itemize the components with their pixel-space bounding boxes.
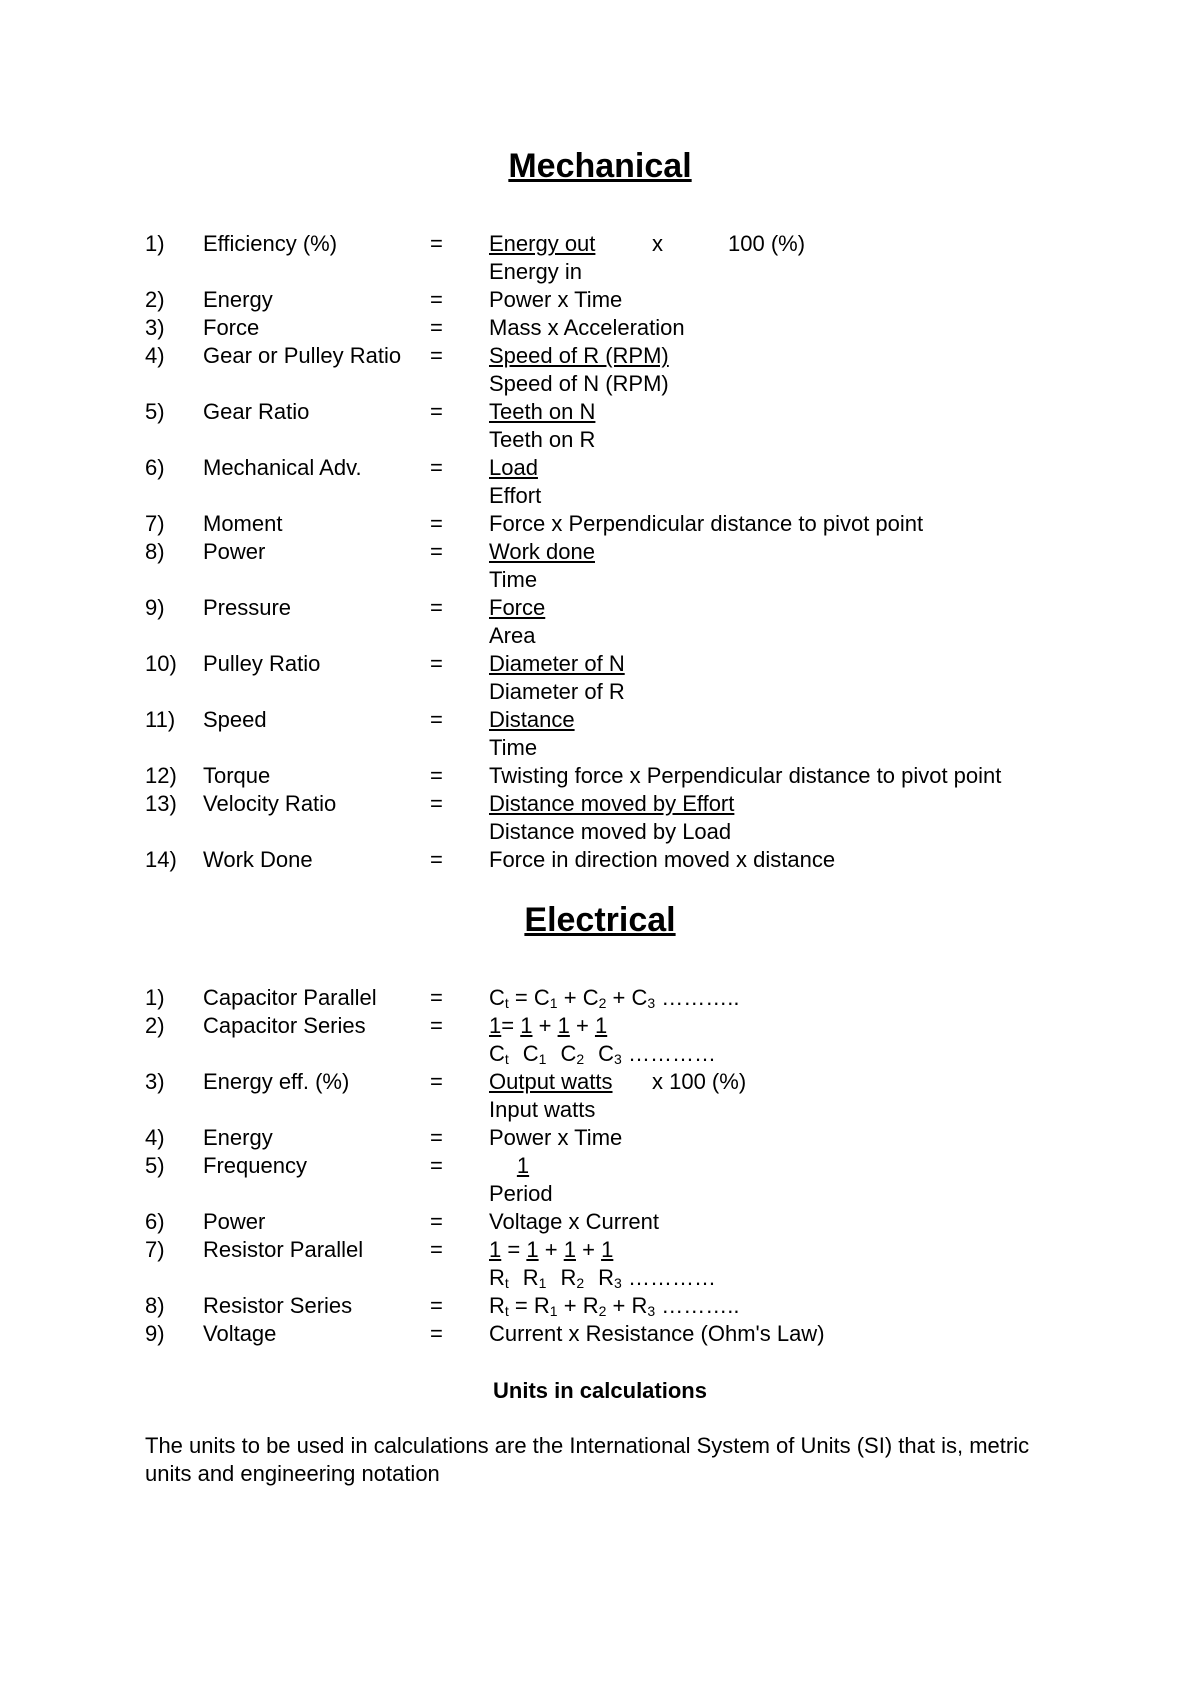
item-label: Mechanical Adv. — [203, 455, 362, 480]
item-number: 9) — [145, 1321, 165, 1346]
item-label: Gear or Pulley Ratio — [203, 343, 402, 368]
mech-row-11 — [0, 706, 1200, 734]
mech-row-9-denominator — [0, 622, 1200, 650]
item-number: 8) — [145, 539, 165, 564]
electrical-heading: Electrical — [524, 901, 676, 939]
item-number: 11) — [145, 707, 176, 732]
elec-row-1 — [0, 984, 1200, 1012]
item-number: 8) — [145, 1293, 165, 1318]
formula-numerator: Load — [489, 455, 538, 480]
item-number: 3) — [145, 1069, 165, 1094]
mech-row-9 — [0, 594, 1200, 622]
mech-row-5-denominator — [0, 426, 1200, 454]
item-number: 4) — [145, 343, 165, 368]
equals-sign: = — [430, 763, 443, 788]
equals-sign: = — [430, 1321, 443, 1346]
mech-row-13 — [0, 790, 1200, 818]
equals-sign: = — [430, 791, 443, 816]
item-number: 9) — [145, 595, 165, 620]
formula-numerator: Distance — [489, 707, 575, 732]
elec-row-6 — [0, 1208, 1200, 1236]
formula-denominator: Area — [489, 623, 536, 648]
elec-row-3-denominator — [0, 1096, 1200, 1124]
mech-row-11-denominator — [0, 734, 1200, 762]
mech-row-10 — [0, 650, 1200, 678]
item-label: Torque — [203, 763, 271, 788]
formula-numerator: Teeth on N — [489, 399, 596, 424]
item-label: Energy — [203, 287, 273, 312]
item-label: Capacitor Series — [203, 1013, 366, 1038]
formula-numerator: Speed of R (RPM) — [489, 343, 669, 368]
item-number: 5) — [145, 399, 165, 424]
formula-denominator: Effort — [489, 483, 542, 508]
units-paragraph: The units to be used in calculations are the International System of Units (SI) that is, metric units and engineering notation — [145, 1433, 1030, 1486]
mech-row-14 — [0, 846, 1200, 874]
equals-sign: = — [430, 315, 443, 340]
equals-sign: = — [430, 231, 443, 256]
item-label: Work Done — [203, 847, 313, 872]
item-number: 3) — [145, 315, 165, 340]
item-number: 1) — [145, 985, 165, 1010]
capacitor-series-denominators: $C_t$ $C_1$ $C_2$ $C_3$ ………… — [489, 1041, 716, 1067]
item-number: 7) — [145, 1237, 165, 1262]
item-number: 1) — [145, 231, 165, 256]
formula-denominator: Energy in — [489, 259, 582, 284]
equals-sign: = — [430, 511, 443, 536]
mechanical-heading: Mechanical — [508, 147, 692, 185]
item-label: Gear Ratio — [203, 399, 310, 424]
elec-row-5-denominator — [0, 1180, 1200, 1208]
mech-row-12 — [0, 762, 1200, 790]
equals-sign: = — [430, 399, 443, 424]
elec-row-4 — [0, 1124, 1200, 1152]
formula-value: Power x Time — [489, 1125, 623, 1150]
item-label: Energy eff. (%) — [203, 1069, 350, 1094]
formula-denominator: Time — [489, 567, 538, 592]
elec-row-5 — [0, 1152, 1200, 1180]
equals-sign: = — [430, 651, 443, 676]
item-label: Voltage — [203, 1321, 277, 1346]
resistor-parallel-numerators: 1 = 1 + 1 + 1 — [489, 1237, 614, 1262]
formula-numerator: Output watts — [489, 1069, 613, 1094]
formula-denominator: Input watts — [489, 1097, 596, 1122]
mech-row-8 — [0, 538, 1200, 566]
item-number: 4) — [145, 1125, 165, 1150]
mech-row-3 — [0, 314, 1200, 342]
elec-row-2 — [0, 1012, 1200, 1040]
equals-sign: = — [430, 985, 443, 1010]
elec-row-3 — [0, 1068, 1200, 1096]
elec-row-9 — [0, 1320, 1200, 1348]
mech-row-6-denominator — [0, 482, 1200, 510]
formula-value: Force x Perpendicular distance to pivot point — [489, 511, 924, 536]
item-label: Force — [203, 315, 260, 340]
mech-row-4-denominator — [0, 370, 1200, 398]
capacitor-series-numerators: 1= 1 + 1 + 1 — [489, 1013, 608, 1038]
item-number: 5) — [145, 1153, 165, 1178]
item-label: Resistor Series — [203, 1293, 353, 1318]
formula-numerator: Work done — [489, 539, 595, 564]
equals-sign: = — [430, 1013, 443, 1038]
mech-row-10-denominator — [0, 678, 1200, 706]
equals-sign: = — [430, 847, 443, 872]
formula-denominator: Teeth on R — [489, 427, 596, 452]
times-factor: x 100 (%) — [652, 1069, 747, 1094]
equals-sign: = — [430, 455, 443, 480]
formula-numerator: Energy out — [489, 231, 596, 256]
formula-value: Force in direction moved x distance — [489, 847, 836, 872]
elec-row-7-denominator — [0, 1264, 1200, 1292]
mech-row-7 — [0, 510, 1200, 538]
item-label: Moment — [203, 511, 283, 536]
equals-sign: = — [430, 1293, 443, 1318]
equals-sign: = — [430, 707, 443, 732]
mech-row-13-denominator — [0, 818, 1200, 846]
item-label: Resistor Parallel — [203, 1237, 364, 1262]
mech-row-6 — [0, 454, 1200, 482]
equals-sign: = — [430, 1069, 443, 1094]
item-label: Energy — [203, 1125, 273, 1150]
elec-row-7 — [0, 1236, 1200, 1264]
units-heading: Units in calculations — [493, 1378, 707, 1403]
formula-denominator: Diameter of R — [489, 679, 625, 704]
mech-row-8-denominator — [0, 566, 1200, 594]
equals-sign: = — [430, 1237, 443, 1262]
item-number: 6) — [145, 1209, 165, 1234]
mech-row-4 — [0, 342, 1200, 370]
equals-sign: = — [430, 1209, 443, 1234]
item-label: Capacitor Parallel — [203, 985, 377, 1010]
capacitor-parallel-formula: $C_t = C_1 + C_2 + C_3$ ……….. — [489, 985, 740, 1011]
resistor-series-formula: $R_t = R_1 + R_2 + R_3$ ……….. — [489, 1293, 740, 1319]
equals-sign: = — [430, 539, 443, 564]
formula-denominator: Speed of N (RPM) — [489, 371, 669, 396]
mech-row-2 — [0, 286, 1200, 314]
item-number: 10) — [145, 651, 177, 676]
item-label: Speed — [203, 707, 267, 732]
formula-value: Power x Time — [489, 287, 623, 312]
item-label: Power — [203, 1209, 266, 1234]
item-number: 12) — [145, 763, 177, 788]
formula-value: Mass x Acceleration — [489, 315, 685, 340]
formula-value: Voltage x Current — [489, 1209, 659, 1234]
equals-sign: = — [430, 1125, 443, 1150]
formula-denominator: Time — [489, 735, 538, 760]
item-number: 2) — [145, 287, 165, 312]
formula-numerator: Distance moved by Effort — [489, 791, 735, 816]
item-label: Velocity Ratio — [203, 791, 337, 816]
item-label: Efficiency (%) — [203, 231, 338, 256]
item-number: 14) — [145, 847, 177, 872]
formula-value: Current x Resistance (Ohm's Law) — [489, 1321, 825, 1346]
mech-row-1-denominator — [0, 258, 1200, 286]
formula-value: Twisting force x Perpendicular distance to pivot point — [489, 763, 1002, 788]
times-sign: x — [652, 231, 663, 256]
resistor-parallel-denominators: $R_t$ $R_1$ $R_2$ $R_3$ ………… — [489, 1265, 716, 1291]
item-label: Pressure — [203, 595, 292, 620]
elec-row-2-denominator — [0, 1040, 1200, 1068]
item-number: 13) — [145, 791, 177, 816]
equals-sign: = — [430, 343, 443, 368]
mech-row-5 — [0, 398, 1200, 426]
formula-denominator: Period — [489, 1181, 553, 1206]
item-number: 6) — [145, 455, 165, 480]
formula-numerator: 1 — [516, 1153, 530, 1178]
formula-numerator: Force — [489, 595, 546, 620]
equals-sign: = — [430, 287, 443, 312]
mech-row-1 — [0, 230, 1200, 258]
item-number: 2) — [145, 1013, 165, 1038]
item-number: 7) — [145, 511, 165, 536]
formula-numerator: Diameter of N — [489, 651, 625, 676]
item-label: Power — [203, 539, 266, 564]
equals-sign: = — [430, 1153, 443, 1178]
factor: 100 (%) — [728, 231, 806, 256]
elec-row-8 — [0, 1292, 1200, 1320]
item-label: Pulley Ratio — [203, 651, 321, 676]
formula-denominator: Distance moved by Load — [489, 819, 732, 844]
equals-sign: = — [430, 595, 443, 620]
item-label: Frequency — [203, 1153, 307, 1178]
